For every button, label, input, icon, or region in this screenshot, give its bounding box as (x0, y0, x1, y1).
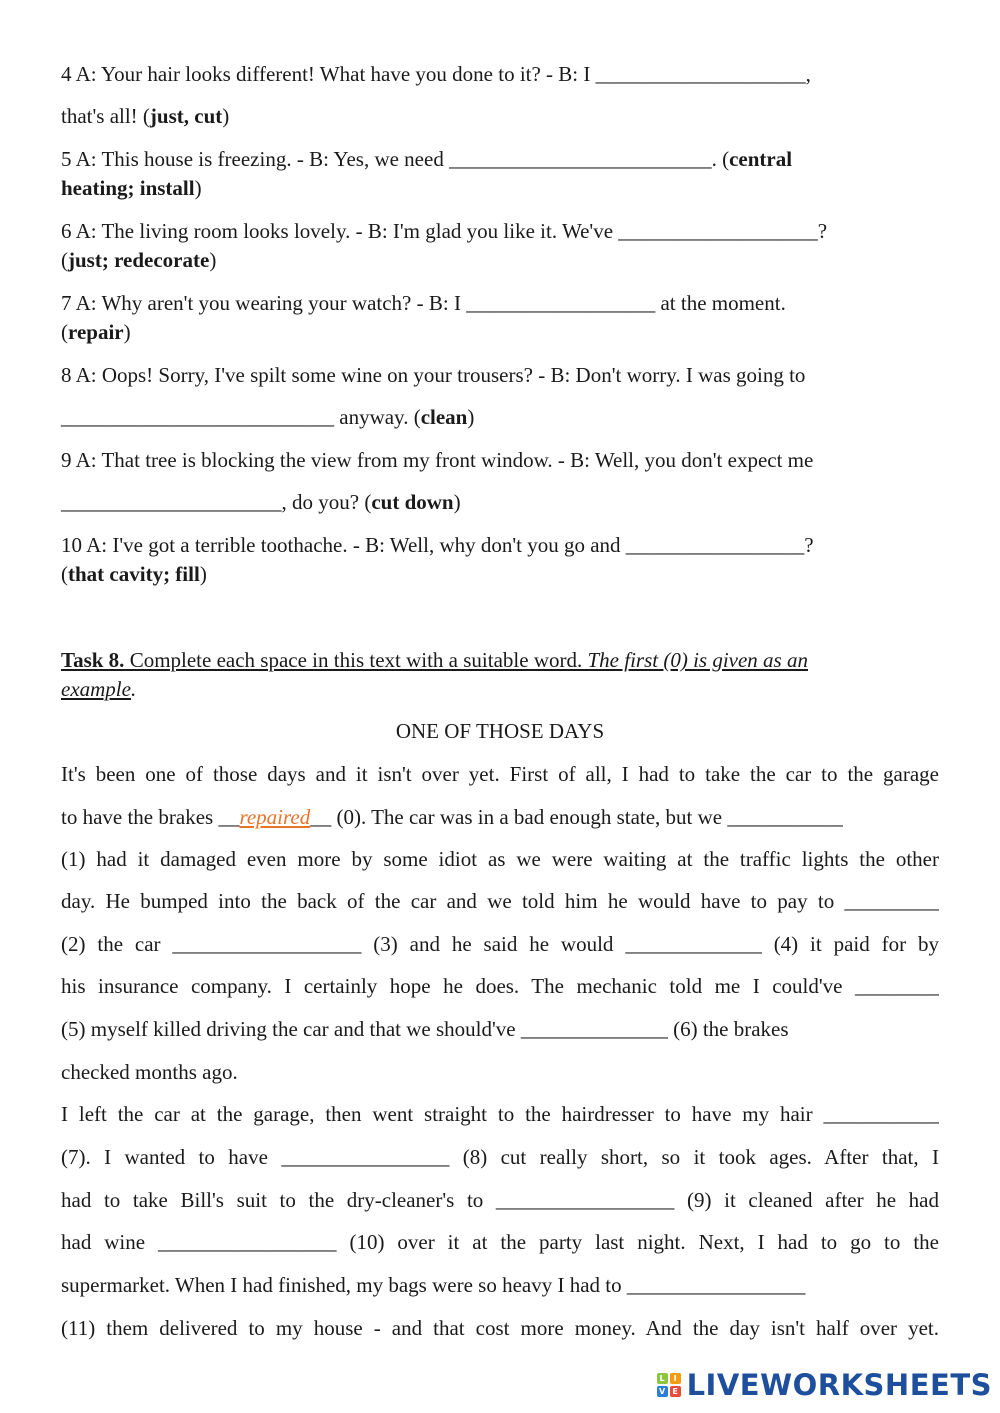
passage-title: ONE OF THOSE DAYS (395, 719, 605, 743)
passage-line-13: supermarket. When I had finished, my bags were so heavy I had to _________________ (61, 1273, 806, 1297)
passage-line-2: to have the brakes __repaired__ (0). The car was in a bad enough state, but we ___________ (61, 805, 843, 829)
liveworksheets-brand: LIVEWORKSHEETS (686, 1368, 992, 1402)
passage-line-7: (5) myself killed driving the car and that we should've ______________ (6) the brakes (61, 1017, 789, 1041)
task8-label: Task 8. (61, 648, 125, 672)
exercise-item-9-line1: 9 A: That tree is blocking the view from my front window. - B: Well, you don't expect me (61, 448, 814, 472)
task8-instruction: Task 8. Complete each space in this text with a suitable word. The first (0) is given as an (61, 648, 808, 672)
liveworksheets-logo (657, 1365, 992, 1405)
passage-line-14: (11) them delivered to my house - and that cost more money. And the day isn't half over yet. (61, 1316, 939, 1340)
passage-line-8: checked months ago. (61, 1060, 238, 1084)
passage-line-1: It's been one of those days and it isn't over yet. First of all, I had to take the car to the garage (61, 762, 939, 786)
exercise-item-5-line2: heating; install) (61, 176, 202, 200)
exercise-item-8-line2: __________________________ anyway. (clean) (61, 405, 475, 429)
exercise-item-9-line2: _____________________, do you? (cut down) (61, 490, 461, 514)
exercise-item-7-line2: (repair) (61, 320, 131, 344)
passage-line-11: had to take Bill's suit to the dry-cleaner's to _________________ (9) it cleaned after he had (61, 1188, 939, 1212)
exercise-item-6-line2: (just; redecorate) (61, 248, 217, 272)
passage-line-9: I left the car at the garage, then went straight to the hairdresser to have my hair ___________ (61, 1102, 939, 1126)
passage-line-4: day. He bumped into the back of the car and we told him he would have to pay to _________ (61, 889, 939, 913)
exercise-item-7-line1: 7 A: Why aren't you wearing your watch? - B: I __________________ at the moment. (61, 291, 786, 315)
liveworksheets-mark-icon: L I V E (657, 1373, 681, 1397)
passage-line-5: (2) the car __________________ (3) and he said he would _____________ (4) it paid for by (61, 932, 939, 956)
exercise-item-10-line2: (that cavity; fill) (61, 562, 207, 586)
exercise-item-8-line1: 8 A: Oops! Sorry, I've spilt some wine on your trousers? - B: Don't worry. I was going to (61, 363, 806, 387)
exercise-item-6-line1: 6 A: The living room looks lovely. - B: I'm glad you like it. We've ___________________? (61, 219, 828, 243)
exercise-item-4-line2: that's all! (just, cut) (61, 104, 230, 128)
passage-line-6: his insurance company. I certainly hope he does. The mechanic told me I could've ________ (61, 974, 939, 998)
exercise-item-10-line1: 10 A: I've got a terrible toothache. - B: Well, why don't you go and _________________? (61, 533, 814, 557)
exercise-item-4-line1: 4 A: Your hair looks different! What have you done to it? - B: I ____________________, (61, 62, 811, 86)
passage-line-10: (7). I wanted to have ________________ (8) cut really short, so it took ages. After that, I (61, 1145, 939, 1169)
passage-line-3: (1) had it damaged even more by some idiot as we were waiting at the traffic lights the other (61, 847, 939, 871)
example-answer: repaired (239, 805, 311, 829)
passage-line-12: had wine _________________ (10) over it at the party last night. Next, I had to go to the (61, 1230, 939, 1254)
exercise-item-5-line1: 5 A: This house is freezing. - B: Yes, we need _________________________. (central (61, 147, 793, 171)
task8-instruction-line2: example. (61, 677, 137, 701)
